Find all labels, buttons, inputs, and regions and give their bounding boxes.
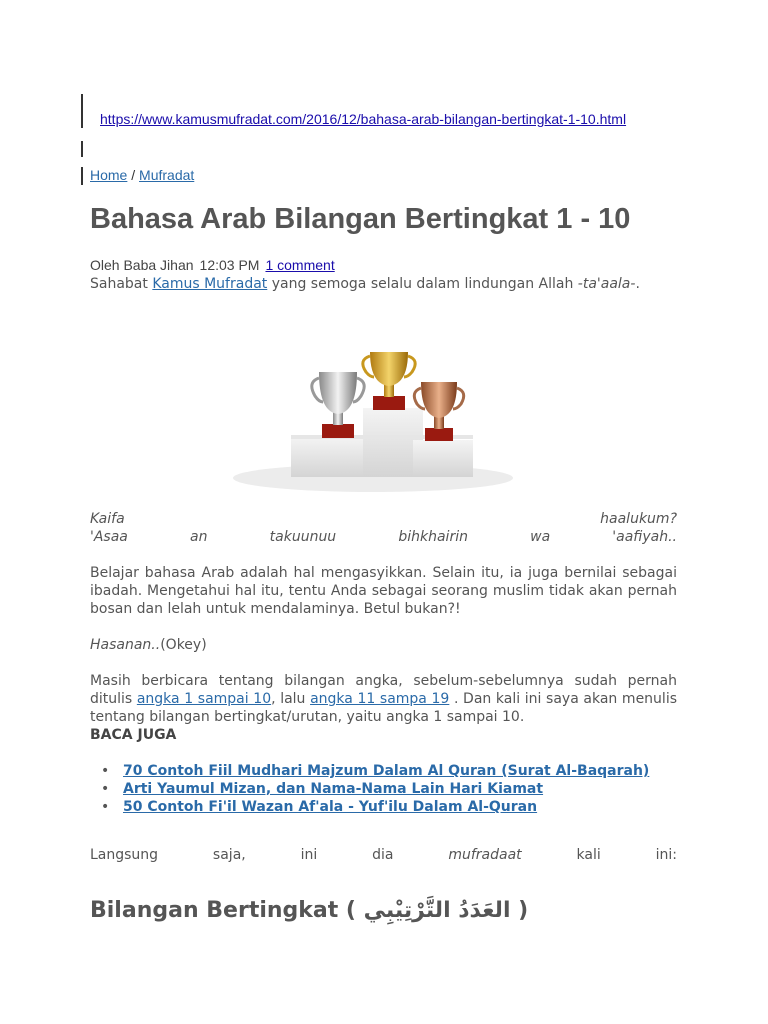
- heading-close: ): [510, 898, 529, 923]
- trophy-podium-image: [233, 340, 513, 495]
- source-url-link[interactable]: https://www.kamusmufradat.com/2016/12/bahasa-arab-bilangan-bertingkat-1-10.html: [100, 111, 627, 127]
- paragraph-text: Masih berbicara tentang bilangan angka, sebelum-sebelumnya sudah pernah ditulis: [90, 673, 677, 707]
- related-link[interactable]: 50 Contoh Fi'il Wazan Af'ala - Yuf'ilu Dalam Al-Quran: [123, 799, 538, 815]
- paragraph-bilangan: [90, 672, 677, 726]
- breadcrumb-separator: /: [127, 167, 140, 183]
- angka-11-19-link[interactable]: angka 11 sampa 19: [310, 691, 450, 707]
- quote-bar: [81, 94, 83, 128]
- paragraph-text: Langsung saja, ini dia: [90, 847, 449, 863]
- post-title: Bahasa Arab Bilangan Bertingkat 1 - 10: [90, 203, 631, 235]
- greeting-line-2: 'Asaa an takuunuu bihkhairin wa 'aafiyah..: [90, 529, 677, 545]
- paragraph-hasanan: [90, 636, 677, 654]
- breadcrumb-home-link[interactable]: Home: [90, 167, 128, 183]
- heading-latin: Bilangan Bertingkat (: [90, 898, 364, 923]
- list-item: [123, 798, 677, 816]
- post-meta: [90, 257, 335, 273]
- related-links-list: [90, 762, 677, 816]
- comments-link[interactable]: 1 comment: [265, 257, 335, 273]
- mufradaat-italic: mufradaat: [448, 847, 522, 863]
- hasanan-text: (Okey): [160, 637, 207, 653]
- paragraph-text: kali ini:: [521, 847, 677, 863]
- list-item: [123, 780, 677, 798]
- heading-arabic: العَدَدُ التَّرْتِيْبِي: [363, 898, 511, 923]
- intro-text: .: [635, 276, 640, 292]
- list-item: [123, 762, 677, 780]
- paragraph-belajar: Belajar bahasa Arab adalah hal mengasyikkan. Selain itu, ia juga bernilai sebagai ibadah. Mengetahui hal itu, tentu Anda sebagai seorang muslim tidak akan pernah bosan dan lelah untuk mendalaminya. Betul bukan?!: [90, 565, 677, 617]
- greeting: [90, 510, 677, 546]
- post-author: Oleh Baba Jihan: [90, 257, 194, 273]
- quote-bar: [81, 167, 83, 185]
- baca-juga-label: BACA JUGA: [90, 727, 177, 743]
- quote-bar: [81, 141, 83, 157]
- breadcrumb-category-link[interactable]: Mufradat: [139, 167, 195, 183]
- angka-1-10-link[interactable]: angka 1 sampai 10: [136, 691, 272, 707]
- paragraph-text: . Dan kali ini saya akan menulis tentang bilangan bertingkat/urutan, yaitu angka 1 sampai 10.: [90, 691, 678, 725]
- related-link[interactable]: Arti Yaumul Mizan, dan Nama-Nama Lain Hari Kiamat: [123, 781, 544, 797]
- greeting-line-1: Kaifa haalukum?: [90, 511, 677, 527]
- post-time: 12:03 PM: [199, 257, 260, 273]
- breadcrumb: [90, 167, 194, 183]
- intro-paragraph: [90, 275, 677, 293]
- section-heading: [90, 898, 528, 923]
- site-link[interactable]: Kamus Mufradat: [152, 276, 268, 292]
- hasanan-italic: Hasanan..: [90, 637, 161, 653]
- intro-italic: -ta'aala-: [577, 276, 636, 292]
- paragraph-langsung: [90, 846, 677, 864]
- paragraph-text: , lalu: [271, 691, 311, 707]
- related-link[interactable]: 70 Contoh Fiil Mudhari Majzum Dalam Al Quran (Surat Al-Baqarah): [123, 763, 650, 779]
- intro-text: Sahabat: [90, 276, 153, 292]
- intro-text: yang semoga selalu dalam lindungan Allah: [267, 276, 578, 292]
